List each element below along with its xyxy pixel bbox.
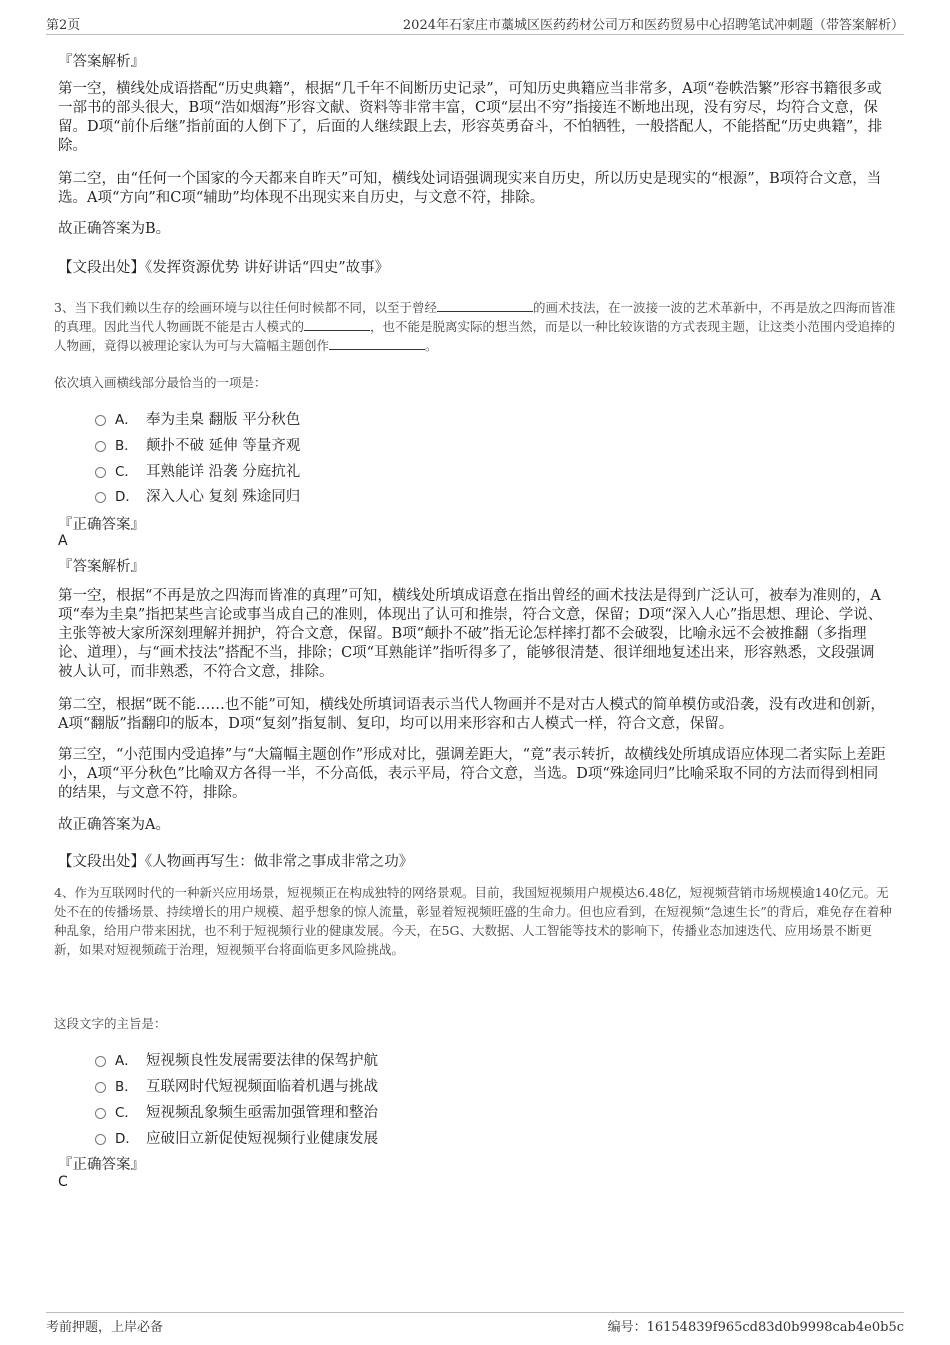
q3-option-b[interactable] <box>95 432 300 456</box>
q3-source: 【文段出处】《人物画再写生：做非常之事成非常之功》 <box>58 854 414 870</box>
q2-analysis-label: 『答案解析』 <box>58 54 145 70</box>
option-letter: C． <box>115 464 138 480</box>
option-text: 互联网时代短视频面临着机遇与挑战 <box>146 1078 378 1095</box>
q3-correct-answer: A <box>58 533 68 549</box>
q4-option-c[interactable] <box>95 1099 378 1123</box>
radio-icon[interactable] <box>95 467 106 478</box>
q3-stem-part1: 3、当下我们赖以生存的绘画环境与以往任何时候都不同，以至于曾经 <box>54 300 437 315</box>
option-letter: A． <box>115 1053 138 1069</box>
q4-correct-label: 『正确答案』 <box>58 1157 145 1173</box>
radio-icon[interactable] <box>95 1134 106 1145</box>
option-text: 短视频良性发展需要法律的保驾护航 <box>146 1052 378 1069</box>
q3-stem-part2: 的画术技法，在一波接一波的艺术革新中，不再是放之四海而皆准的真理。因此当代人物画既不能是古人模式的 <box>54 300 896 334</box>
q3-option-c[interactable] <box>95 458 300 482</box>
q3-analysis-label: 『答案解析』 <box>58 559 145 575</box>
option-text: 短视频乱象频生亟需加强管理和整治 <box>146 1104 378 1121</box>
radio-icon[interactable] <box>95 1056 106 1067</box>
document-code: 编号：16154839f965cd83d0b9998cab4e0b5c <box>607 1320 904 1335</box>
q2-analysis-p2: 第二空，由“任何一个国家的今天都来自昨天”可知，横线处词语强调现实来自历史，所以历史是现实的“根源”，B项符合文意，当选。A项“方向”和C项“辅助”均体现不出现实来自历史，与文意不符，排除。 <box>58 171 882 206</box>
option-text: 应破旧立新促使短视频行业健康发展 <box>146 1130 378 1147</box>
radio-icon[interactable] <box>95 415 106 426</box>
option-letter: D． <box>115 1131 139 1147</box>
q3-option-d[interactable] <box>95 483 300 507</box>
q4-prompt: 这段文字的主旨是： <box>54 1016 167 1031</box>
page-footer <box>46 1312 904 1333</box>
q4-option-b[interactable] <box>95 1073 378 1097</box>
page-number: 第2页 <box>46 18 81 33</box>
q3-blank-3 <box>329 336 425 350</box>
q3-stem-part4: 。 <box>425 338 438 353</box>
q3-stem-part3: ，也不能是脱离实际的想当然，而是以一种比较诙谐的方式表现主题，让这类小范围内受追捧的人物画，竟得以被理论家认为可与大篇幅主题创作 <box>54 319 896 353</box>
q3-option-a[interactable] <box>95 406 300 430</box>
q2-analysis-p1: 第一空，横线处成语搭配“历史典籍”，根据“几千年不间断历史记录”，可知历史典籍应当非常多，A项“卷帙浩繁”形容书籍很多或一部书的部头很大，B项“浩如烟海”形容文献、资料等非常丰富，C项“层出不穷”指接连不断地出现，没有穷尽，均符合文意，保留。D项“前仆后继”指前面的人倒下了，后面的人继续跟上去，形容英勇奋斗，不怕牺牲，一般搭配人，不能搭配“历史典籍”，排除。 <box>58 81 883 154</box>
option-text: 颠扑不破 延伸 等量齐观 <box>146 437 301 454</box>
option-text: 奉为圭臬 翻版 平分秋色 <box>146 411 301 428</box>
option-text: 耳熟能详 沿袭 分庭抗礼 <box>146 463 301 480</box>
option-letter: C． <box>115 1105 138 1121</box>
radio-icon[interactable] <box>95 441 106 452</box>
option-letter: A． <box>115 412 138 428</box>
option-letter: B． <box>115 1079 138 1095</box>
q2-conclusion: 故正确答案为B。 <box>58 221 171 237</box>
radio-icon[interactable] <box>95 492 106 503</box>
radio-icon[interactable] <box>95 1082 106 1093</box>
q3-correct-label: 『正确答案』 <box>58 517 145 533</box>
option-letter: D． <box>115 489 139 505</box>
radio-icon[interactable] <box>95 1108 106 1119</box>
q4-option-a[interactable] <box>95 1047 378 1071</box>
q3-analysis-p3: 第三空，“小范围内受追捧”与“大篇幅主题创作”形成对比，强调差距大，“竟”表示转折，故横线处所填成语应体现二者实际上差距小，A项“平分秋色”比喻双方各得一半，不分高低，表示平局，符合文意，当选。D项“殊途同归”比喻采取不同的方法而得到相同的结果，与文意不符，排除。 <box>58 747 886 801</box>
q3-stem <box>54 298 896 355</box>
q3-blank-1 <box>437 298 533 312</box>
q3-conclusion: 故正确答案为A。 <box>58 817 170 833</box>
footer-slogan: 考前押题，上岸必备 <box>46 1320 164 1335</box>
q4-correct-answer: C <box>58 1174 68 1190</box>
q4-option-d[interactable] <box>95 1125 378 1149</box>
q2-source: 【文段出处】《发挥资源优势 讲好讲话“四史”故事》 <box>58 260 390 276</box>
option-letter: B． <box>115 438 138 454</box>
document-title: 2024年石家庄市藁城区医药药材公司万和医药贸易中心招聘笔试冲刺题（带答案解析） <box>402 18 904 33</box>
q4-stem: 4、作为互联网时代的一种新兴应用场景，短视频正在构成独特的网络景观。目前，我国短视频用户规模达6.48亿，短视频营销市场规模逾140亿元。无处不在的传播场景、持续增长的用户规模、超乎想象的惊人流量，彰显着短视频旺盛的生命力。但也应看到，在短视频“急速生长”的背后，难免存在着种种乱象，给用户带来困扰，也不利于短视频行业的健康发展。今天，在5G、大数据、人工智能等技术的影响下，传播业态加速迭代、应用场景不断更新，如果对短视频疏于治理，短视频平台将面临更多风险挑战。 <box>54 885 892 957</box>
q3-blank-2 <box>304 317 370 331</box>
q3-prompt: 依次填入画横线部分最恰当的一项是： <box>54 375 267 390</box>
page-header <box>46 12 904 35</box>
option-text: 深入人心 复刻 殊途同归 <box>146 488 301 505</box>
q3-analysis-p1: 第一空，根据“不再是放之四海而皆准的真理”可知，横线处所填成语意在指出曾经的画术技法是得到广泛认可，被奉为准则的，A项“奉为圭臬”指把某些言论或事当成自己的准则，体现出了认可和推崇，符合文意，保留；D项“深入人心”指思想、理论、学说、主张等被大家所深刻理解并拥护，符合文意，保留。B项“颠扑不破”指无论怎样摔打都不会破裂，比喻永远不会被推翻（多指理论、道理），与“画术技法”搭配不当，排除；C项“耳熟能详”指听得多了，能够很清楚、很详细地复述出来，形容熟悉，文段强调被人认可，而非熟悉，不符合文意，排除。 <box>58 588 883 680</box>
q3-analysis-p2: 第二空，根据“既不能……也不能”可知，横线处所填词语表示当代人物画并不是对古人模式的简单模仿或沿袭，没有改进和创新，A项“翻版”指翻印的版本，D项“复刻”指复制、复印，均可以用来形容和古人模式一样，符合文意，保留。 <box>58 697 885 732</box>
